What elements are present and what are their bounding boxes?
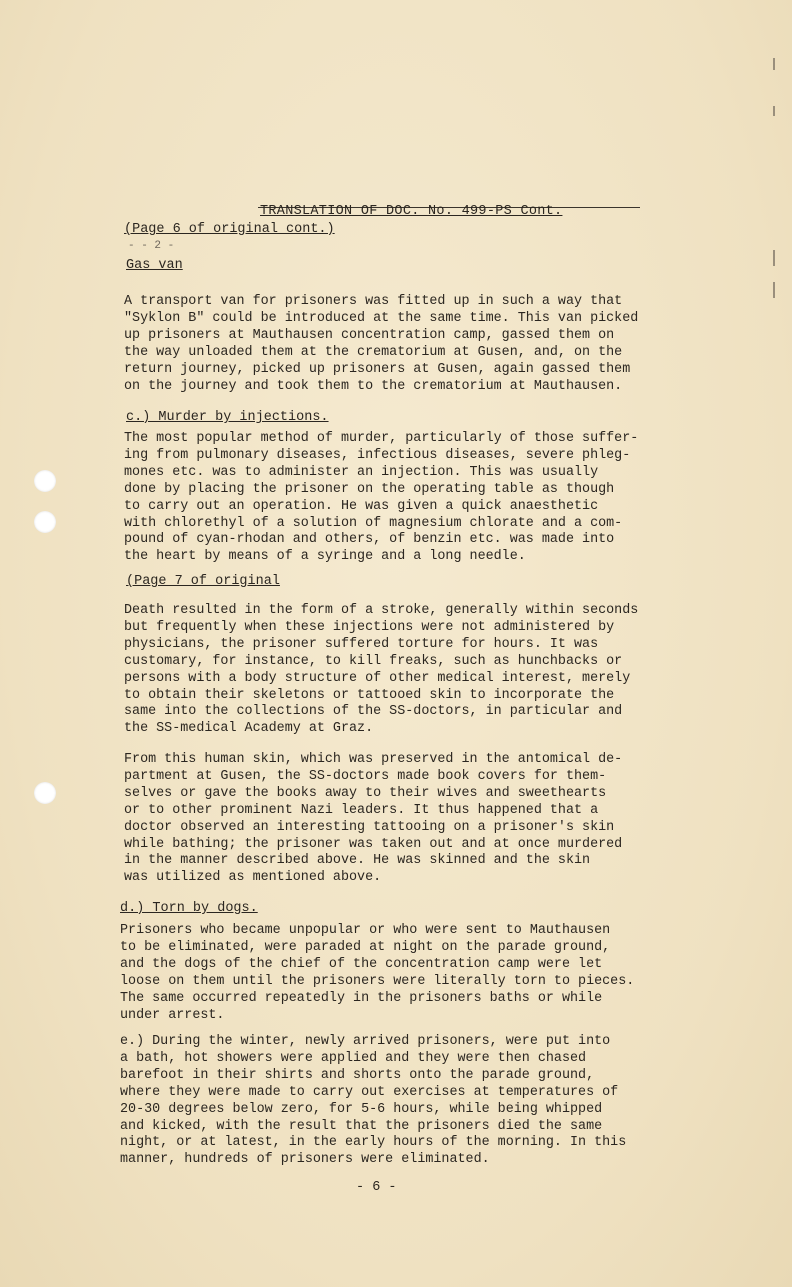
document-title: TRANSLATION OF DOC. No. 499-PS Cont.	[260, 204, 563, 219]
dogs-heading: d.) Torn by dogs.	[120, 901, 258, 916]
skin-paragraph: From this human skin, which was preserved in the antomical de- partment at Gusen, the SS-doctors made book covers for them- selves or gave the books away to their wives and sweethearts or to other prominent Nazi leaders. It thus happened that a doctor observed an interesting tattooing on a prisoner's skin while bathing; the prisoner was taken out and at once murdered in the manner described above. He was skinned and the skin was utilized as mentioned above.	[124, 752, 623, 886]
gas-van-heading: Gas van	[126, 258, 183, 273]
punch-hole	[34, 470, 56, 492]
edge-mark	[773, 106, 775, 116]
page-number: - 6 -	[356, 1180, 397, 1195]
gas-van-paragraph: A transport van for prisoners was fitted up in such a way that "Syklon B" could be introduced at the same time. This van picked up prisoners at Mauthausen concentration camp, gassed them on the way unloaded them at the crematorium at Gusen, and, on the return journey, picked up prisoners at Gusen, again gassed them on the journey and took them to the crematorium at Mauthausen.	[124, 294, 639, 394]
edge-mark	[773, 282, 775, 298]
edge-mark	[773, 250, 775, 266]
punch-hole	[34, 782, 56, 804]
margin-marker: - - 2 -	[128, 240, 175, 252]
dogs-paragraph: Prisoners who became unpopular or who were sent to Mauthausen to be eliminated, were paraded at night on the parade ground, and the dogs of the chief of the concentration camp were let loose on them until the prisoners were literally torn to pieces. The same occurred repeatedly in the prisoners baths or while under arrest.	[120, 923, 635, 1023]
punch-hole	[34, 511, 56, 533]
page7-heading: (Page 7 of original	[126, 574, 280, 589]
edge-mark	[773, 58, 775, 70]
death-paragraph: Death resulted in the form of a stroke, generally within seconds but frequently when these injections were not administered by physicians, the prisoner suffered torture for hours. It was customary, for instance, to kill freaks, such as hunchbacks or persons with a body structure of other medical interest, merely to obtain their skeletons or tattooed skin to incorporate the same into the collections of the SS-doctors, in particular and the SS-medical Academy at Graz.	[124, 603, 639, 737]
injections-heading: c.) Murder by injections.	[126, 410, 329, 425]
winter-paragraph: e.) During the winter, newly arrived prisoners, were put into a bath, hot showers were applied and they were then chased barefoot in their shirts and shorts onto the parade ground, where they were made to carry out exercises at temperatures of 20-30 degrees below zero, for 5-6 hours, while being whipped and kicked, with the result that the prisoners died the same night, or at latest, in the early hours of the morning. In this manner, hundreds of prisoners were eliminated.	[120, 1034, 627, 1168]
document-subtitle: (Page 6 of original cont.)	[124, 222, 335, 237]
injections-paragraph: The most popular method of murder, particularly of those suffer- ing from pulmonary diseases, infectious diseases, severe phleg- mones etc. was to administer an injection. This was usually done by placing the prisoner on the operating table as though to carry out an operation. He was given a quick anaesthetic with chlorethyl of a solution of magnesium chlorate and a com- pound of cyan-rhodan and others, of benzin etc. was made into the heart by means of a syringe and a long needle.	[124, 431, 639, 565]
